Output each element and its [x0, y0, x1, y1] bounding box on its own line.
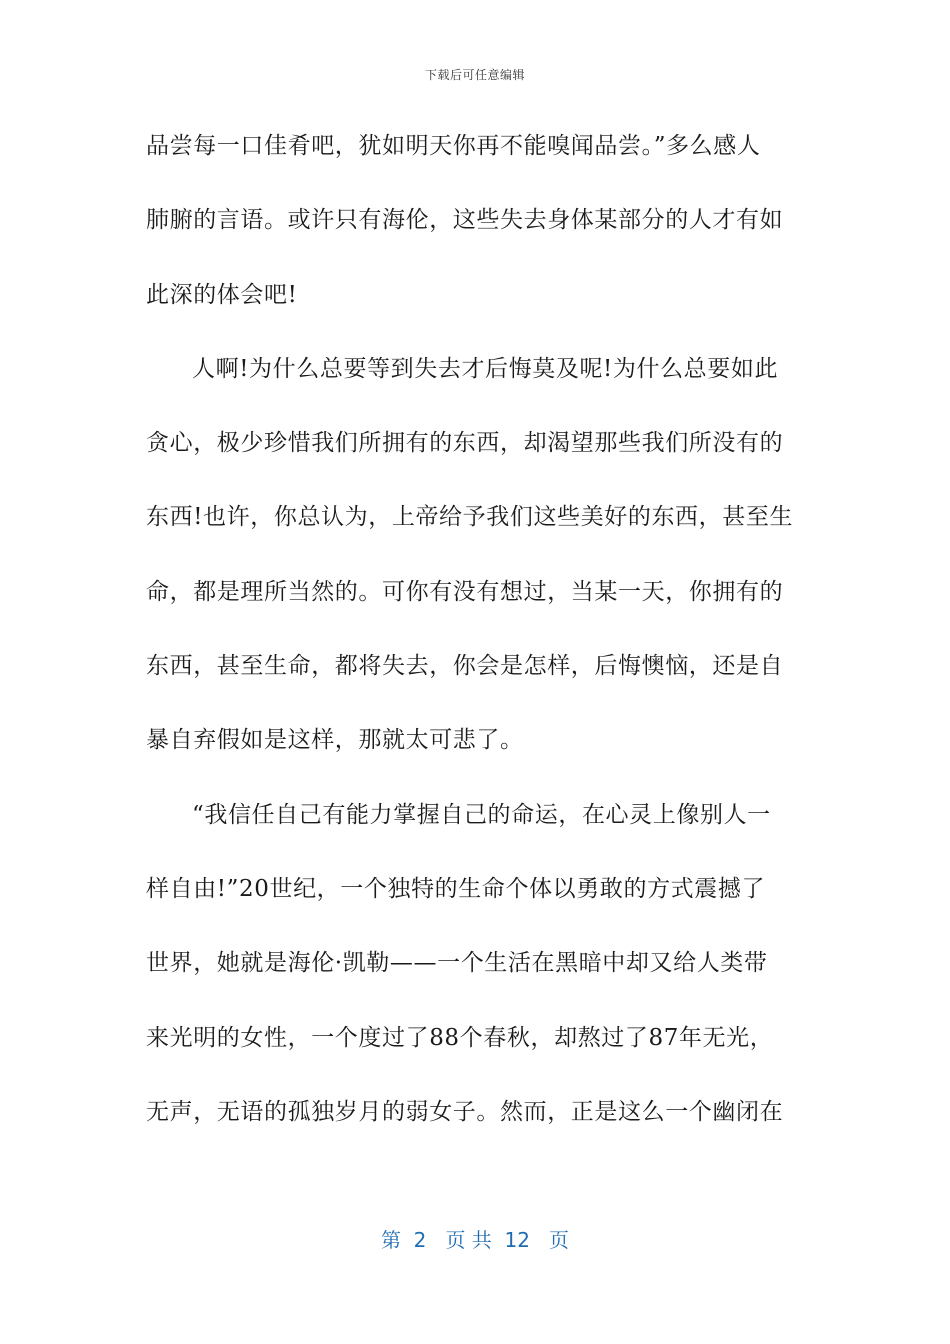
document-body: [146, 121, 806, 1161]
text-line: 世界，她就是海伦·凯勒——一个生活在黑暗中却又给人类带: [146, 950, 768, 977]
text-line: 命，都是理所当然的。可你有没有想过，当某一天，你拥有的: [146, 578, 784, 605]
page-number-footer: 第 2 页 共 12 页: [380, 1228, 570, 1252]
text-line: 东西，甚至生命，都将失去，你会是怎样，后悔懊恼，还是自: [146, 653, 784, 680]
text-line: 东西!也许，你总认为，上帝给予我们这些美好的东西，甚至生: [146, 504, 794, 531]
text-line: 此深的体会吧!: [146, 281, 298, 308]
text-line: 样自由!”20世纪，一个独特的生命个体以勇敢的方式震撼了: [146, 875, 766, 902]
text-line: 无声，无语的孤独岁月的弱女子。然而，正是这么一个幽闭在: [146, 1098, 784, 1125]
text-line: 暴自弃假如是这样，那就太可悲了。: [146, 727, 524, 754]
paragraph-start-line: 人啊!为什么总要等到失去才后悔莫及呢!为什么总要如此: [192, 355, 779, 382]
text-line: 贪心，极少珍惜我们所拥有的东西，却渴望那些我们所没有的: [146, 430, 784, 457]
text-line: 肺腑的言语。或许只有海伦，这些失去身体某部分的人才有如: [146, 207, 784, 234]
text-line: 品尝每一口佳肴吧，犹如明天你再不能嗅闻品尝。”多么感人: [146, 133, 761, 159]
paragraph-start-line: “我信任自己有能力掌握自己的命运，在心灵上像别人一: [192, 801, 771, 828]
page-header: 下载后可任意编辑: [424, 68, 525, 82]
text-line: 来光明的女性，一个度过了88个春秋，却熬过了87年无光，: [146, 1024, 774, 1051]
